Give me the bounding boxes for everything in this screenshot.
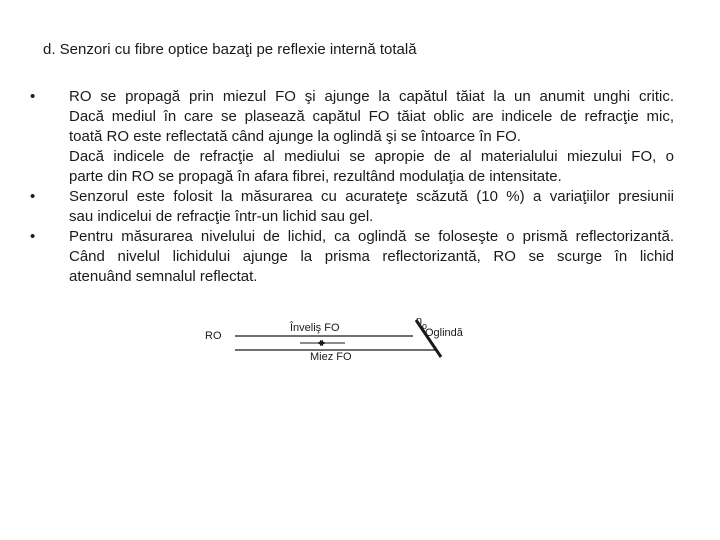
label-n-subscript: o [422, 321, 428, 331]
bullet-2-line-1: Senzorul este folosit la măsurarea cu acurateţe scăzută (10 %) a variaţiilor presiunii [69, 188, 674, 205]
label-core: Miez FO [310, 351, 352, 363]
bullet-2-line-2: sau indicelui de refracţie într-un lichid sau gel. [69, 208, 374, 225]
bullet-1-line-2: Dacă mediul în care se plasează capătul FO tăiat oblic are indicele de refracţie mic, [69, 108, 674, 125]
bullet-marker: • [30, 188, 36, 205]
bullet-marker: • [30, 228, 36, 245]
bullet-1-line-1: RO se propagă prin miezul FO şi ajunge la capătul tăiat la un anumit unghi critic. [69, 88, 674, 105]
bullet-3-line-2: Când nivelul lichidului ajunge la prisma reflectorizantă, RO se scurge în lichid [69, 248, 674, 265]
label-n: n [416, 315, 423, 327]
bullet-marker: • [30, 88, 36, 105]
bullet-1-line-4: Dacă indicele de refracţie al mediului se apropie de al materialului miezului FO, o [69, 148, 674, 165]
label-mirror: Oglindă [425, 327, 463, 339]
bullet-3-line-3: atenuând semnalul reflectat. [69, 268, 258, 285]
label-cladding: Înveliş FO [290, 322, 340, 334]
bullet-1-line-5: parte din RO se propagă în afara fibrei, rezultând modulaţia de intensitate. [69, 168, 562, 185]
section-heading: d. Senzori cu fibre optice bazaţi pe reflexie internă totală [43, 41, 417, 58]
bullet-3-line-1: Pentru măsurarea nivelului de lichid, ca oglindă se foloseşte o prismă reflectorizantă. [69, 228, 674, 245]
bullet-1-line-3: toată RO este reflectată când ajunge la oglindă şi se întoarce în FO. [69, 128, 521, 145]
label-ro: RO [205, 330, 222, 342]
